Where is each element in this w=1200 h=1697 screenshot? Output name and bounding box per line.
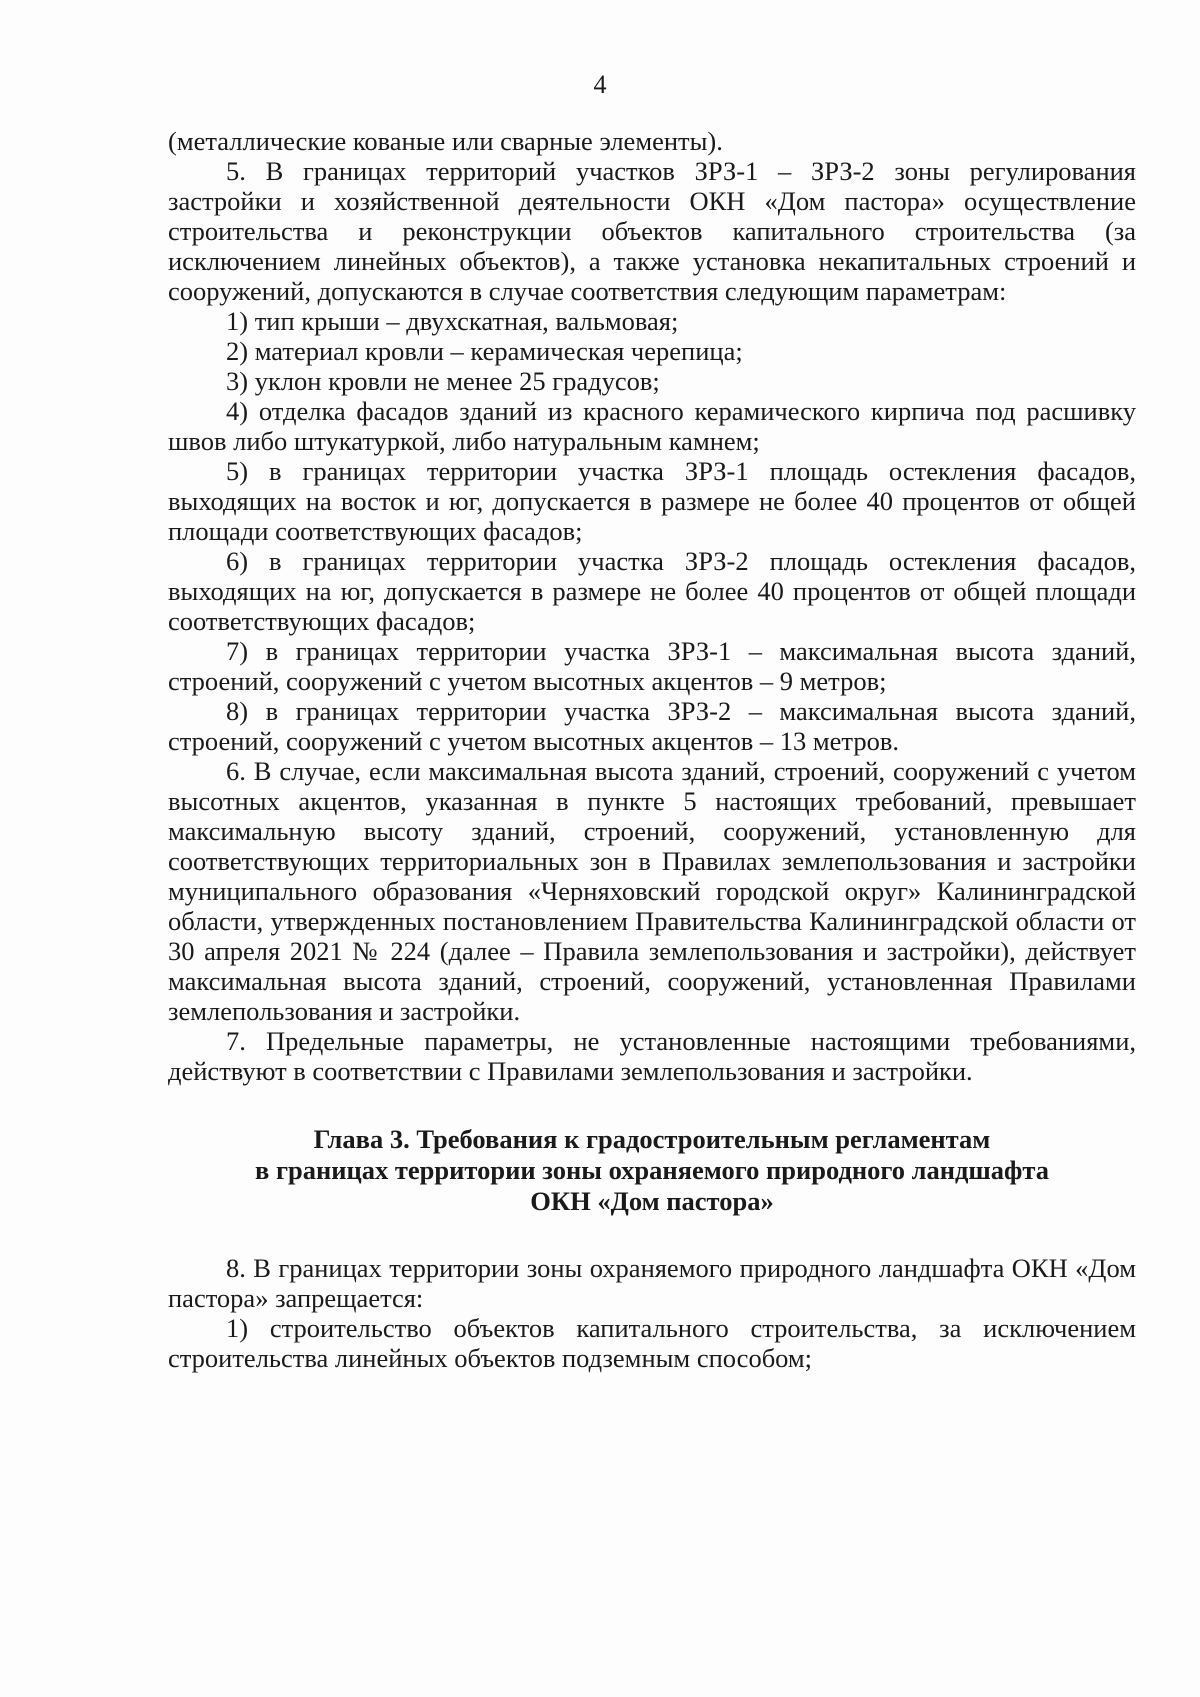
paragraph-item-7: 7. Предельные параметры, не установленные настоящими требованиями, действуют в соответствии с Правилами землепользования и застройки.	[168, 1026, 1136, 1086]
list-item-facade-finish: 4) отделка фасадов зданий из красного керамического кирпича под расшивку швов либо штукатуркой, либо натуральным камнем;	[168, 396, 1136, 456]
paragraph-continuation: (металлические кованые или сварные элементы).	[168, 126, 723, 156]
chapter-heading-line-2: в границах территории зоны охраняемого природного ландшафта	[255, 1155, 1049, 1185]
paragraph-item-6: 6. В случае, если максимальная высота зданий, строений, сооружений с учетом высотных акцентов, указанная в пункте 5 настоящих требований, превышает максимальную высоту зданий, строений, сооружений, установленную для соответствующих территориальных зон в Правилах землепользования и застройки муниципального образования «Черняховский городской округ» Калининградской области, утвержденных постановлением Правительства Калининградской области от 30 апреля 2021 № 224 (далее – Правила землепользования и застройки), действует максимальная высота зданий, строений, сооружений, установленная Правилами землепользования и застройки.	[168, 756, 1136, 1026]
chapter-heading-line-3: ОКН «Дом пастора»	[530, 1186, 774, 1216]
paragraph-item-5: 5. В границах территорий участков ЗРЗ-1 – ЗРЗ-2 зоны регулирования застройки и хозяйственной деятельности ОКН «Дом пастора» осуществление строительства и реконструкции объектов капитального строительства (за исключением линейных объектов), а также установка некапитальных строений и сооружений, допускаются в случае соответствия следующим параметрам:	[168, 156, 1136, 306]
list-item-glazing-zrz2: 6) в границах территории участка ЗРЗ-2 площадь остекления фасадов, выходящих на юг, допускается в размере не более 40 процентов от общей площади соответствующих фасадов;	[168, 546, 1136, 636]
section-gap	[168, 1217, 1136, 1253]
document-body	[168, 126, 1136, 1373]
page-number: 4	[593, 70, 607, 99]
list-item-roof-slope: 3) уклон кровли не менее 25 градусов;	[226, 366, 660, 396]
list-item-glazing-zrz1: 5) в границах территории участка ЗРЗ-1 площадь остекления фасадов, выходящих на восток и юг, допускается в размере не более 40 процентов от общей площади соответствующих фасадов;	[168, 456, 1136, 546]
list-item-height-zrz1: 7) в границах территории участка ЗРЗ-1 – максимальная высота зданий, строений, сооружений с учетом высотных акцентов – 9 метров;	[168, 636, 1136, 696]
chapter-heading	[168, 1124, 1136, 1217]
list-item-capital-construction: 1) строительство объектов капитального строительства, за исключением строительства линейных объектов подземным способом;	[168, 1313, 1136, 1373]
chapter-heading-line-1: Глава 3. Требования к градостроительным регламентам	[313, 1124, 991, 1154]
list-item-roof-material: 2) материал кровли – керамическая черепица;	[226, 336, 743, 366]
paragraphs-after-heading	[168, 1253, 1136, 1373]
list-item-roof-type: 1) тип крыши – двухскатная, вальмовая;	[226, 306, 679, 336]
list-item-height-zrz2: 8) в границах территории участка ЗРЗ-2 – максимальная высота зданий, строений, сооружений с учетом высотных акцентов – 13 метров.	[168, 696, 1136, 756]
paragraphs-before-heading	[168, 126, 1136, 1086]
paragraph-item-8: 8. В границах территории зоны охраняемого природного ландшафта ОКН «Дом пастора» запрещается:	[168, 1253, 1136, 1313]
